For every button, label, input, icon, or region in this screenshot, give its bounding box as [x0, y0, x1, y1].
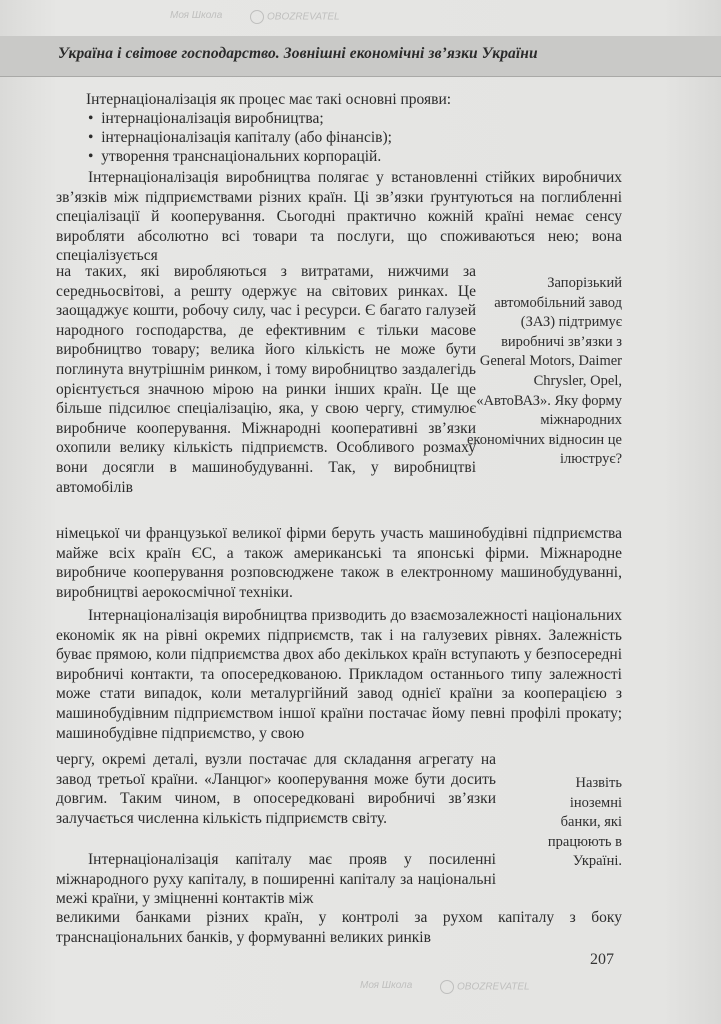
bullet-list — [88, 109, 608, 166]
page-number: 207 — [590, 951, 614, 968]
paragraph-text: великими банками різних країн, у контролі за рухом капіталу з боку транснаціональних банків, у формуванні великих ринків — [56, 909, 622, 946]
watermark-brand: Моя Школа — [360, 980, 413, 991]
watermark-brand: Моя Школа — [170, 10, 223, 21]
paragraph-text: чергу, окремі деталі, вузли постачає для складання агрегату на завод третьої країни. «Ланцюг» кооперування може бути досить довгим. Таким чином, в опосередковані виробничі зв’язки залучається численна кількість підприємств світу. — [56, 751, 496, 827]
logo-icon — [250, 10, 264, 24]
list-item: • інтернаціоналізація виробництва; — [88, 109, 608, 128]
intro-lead — [86, 90, 646, 109]
paragraph-text: Інтернаціоналізація виробництва призводить до взаємозалежності національних економік як на рівні окремих підприємств, так і на галузевих рівнях. Залежність буває прямою, коли підприємства двох або декількох країн вступають у безпосередні виробничі контакти, та опосередкованою. Прикладом останнього типу залежності може стати випадок, коли металургійний завод однієї країни за кооперацією з машинобудівним підприємством іншої країни постачає йому певні профілі прокату; машинобудівне підприємство, у свою — [56, 607, 622, 742]
paragraph — [56, 606, 622, 743]
watermark — [0, 10, 721, 30]
header-title: Україна і світове господарство. Зовнішні економічні зв’язки України — [58, 45, 538, 62]
intro-text: Інтернаціоналізація як процес має такі основні прояви: — [86, 91, 452, 108]
list-item: • утворення транснаціональних корпорацій. — [88, 147, 608, 166]
watermark-text: OBOZREVATEL — [267, 11, 340, 23]
paragraph — [56, 850, 496, 909]
paragraph-text: німецької чи французької великої фірми беруть участь машинобудівні підприємства майже всіх країн ЄС, а також американські та японські фірми. Міжнародне виробниче кооперування розповсюджене також в електронному машинобудуванні, виробництві аерокосмічної техніки. — [56, 525, 622, 601]
watermark-text: OBOZREVATEL — [457, 981, 530, 993]
paragraph-text: Інтернаціоналізація капіталу має прояв у посиленні міжнародного руху капіталу, в поширенні капіталу за національні межі країни, у зміцненні контактів між — [56, 851, 496, 908]
watermark-logo — [440, 980, 530, 994]
paragraph — [56, 262, 476, 497]
watermark-logo — [250, 10, 340, 24]
page-header — [0, 36, 721, 77]
watermark — [0, 980, 721, 1000]
paragraph — [56, 168, 622, 266]
paragraph — [56, 750, 496, 828]
paragraph — [56, 908, 622, 947]
margin-question: Запорізький автомобільний завод (ЗАЗ) підтримує виробничі зв’язки з General Motors, Daimer Chrysler, Opel, «АвтоВАЗ». Яку форму міжнародних економічних відносин це ілюструє? — [466, 275, 622, 468]
logo-icon — [440, 980, 454, 994]
margin-question: Назвіть іноземні банки, які працюють в Україні. — [547, 775, 622, 870]
paragraph — [56, 524, 622, 602]
paragraph-text: на таких, які виробляються з витратами, нижчими за середньосвітові, а решту одержує на світових ринках. Це заощаджує кошти, робочу силу, час і ресурси. Є багато галузей народного господарства, де ефективним є тільки масове виробництво товару; велика його кількість не може бути поглинута внутрішнім ринком, і тому виробництво заздалегідь орієнтується значною мірою на ринки інших країн. Це ще більше підсилює спеціалізацію, яка, у свою чергу, стимулює виробниче кооперування. Міжнародні кооперативні зв’язки охопили велику кількість підприємств. Особливого розмаху вони досягли в машинобудуванні. Так, у виробництві автомобілів — [56, 263, 476, 496]
list-item: • інтернаціоналізація капіталу (або фінансів); — [88, 128, 608, 147]
paragraph-text: Інтернаціоналізація виробництва полягає у встановленні стійких виробничих зв’язків між підприємствами різних країн. Ці зв’язки ґрунтуються на поглибленні спеціалізації й кооперування. Сьогодні практично кожній країні немає сенсу виробляти абсолютно всі товари та послуги, що споживаються нею; вона спеціалізується — [56, 169, 622, 265]
